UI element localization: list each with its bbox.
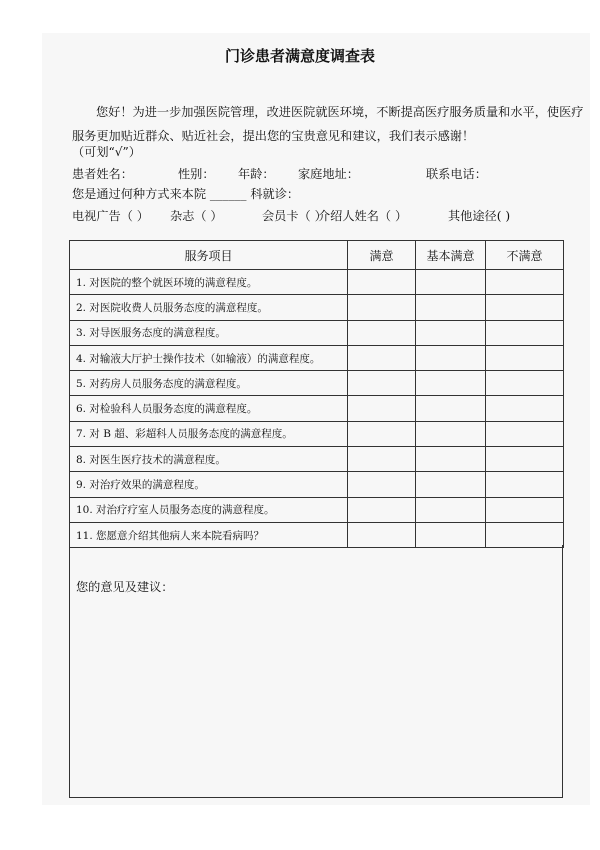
basically-satisfied-cell[interactable] (416, 472, 486, 497)
unsatisfied-cell[interactable] (486, 421, 564, 446)
unsatisfied-cell[interactable] (486, 320, 564, 345)
intro-paragraph: 您好！为进一步加强医院管理，改进医院就医环境，不断提高医疗服务质量和水平，使医疗服务更加贴近群众、贴近社会，提出您的宝贵意见和建议，我们表示感谢！ (72, 105, 584, 143)
satisfied-cell[interactable] (348, 371, 416, 396)
survey-table (69, 240, 564, 548)
table-row (70, 270, 564, 295)
table-row (70, 447, 564, 472)
question-cell: 5. 对药房人员服务态度的满意程度。 (70, 371, 348, 396)
basically-satisfied-cell[interactable] (416, 345, 486, 370)
basically-satisfied-cell[interactable] (416, 396, 486, 421)
table-row (70, 371, 564, 396)
unsatisfied-cell[interactable] (486, 396, 564, 421)
unsatisfied-cell[interactable] (486, 295, 564, 320)
address-label: 家庭地址： (298, 167, 359, 181)
satisfied-cell[interactable] (348, 396, 416, 421)
question-cell: 1. 对医院的整个就医环境的满意程度。 (70, 270, 348, 295)
channel-member-card[interactable]: 会员卡（ ） (262, 209, 327, 223)
satisfied-cell[interactable] (348, 295, 416, 320)
basically-satisfied-cell[interactable] (416, 270, 486, 295)
channel-referrer[interactable]: 介绍人姓名（ ） (318, 209, 408, 223)
satisfied-cell[interactable] (348, 522, 416, 547)
table-row (70, 295, 564, 320)
table-row (70, 421, 564, 446)
satisfied-cell[interactable] (348, 472, 416, 497)
header-unsatisfied: 不满意 (486, 241, 564, 270)
phone-label: 联系电话： (426, 167, 487, 181)
opinion-label: 您的意见及建议： (76, 580, 174, 594)
table-header-row (70, 241, 564, 270)
basically-satisfied-cell[interactable] (416, 320, 486, 345)
question-cell: 8. 对医生医疗技术的满意程度。 (70, 447, 348, 472)
basically-satisfied-cell[interactable] (416, 421, 486, 446)
satisfied-cell[interactable] (348, 345, 416, 370)
table-row (70, 345, 564, 370)
channel-other[interactable]: 其他途径( ) (448, 209, 511, 223)
question-cell: 3. 对导医服务态度的满意程度。 (70, 320, 348, 345)
question-cell: 4. 对输液大厅护士操作技术（如输液）的满意程度。 (70, 345, 348, 370)
table-row (70, 396, 564, 421)
satisfied-cell[interactable] (348, 421, 416, 446)
unsatisfied-cell[interactable] (486, 497, 564, 522)
header-satisfied: 满意 (348, 241, 416, 270)
table-row (70, 472, 564, 497)
satisfied-cell[interactable] (348, 447, 416, 472)
question-cell: 7. 对 B 超、彩超科人员服务态度的满意程度。 (70, 421, 348, 446)
table-row (70, 522, 564, 547)
question-cell: 11. 您愿意介绍其他病人来本院看病吗？ (70, 522, 348, 547)
question-cell: 9. 对治疗效果的满意程度。 (70, 472, 348, 497)
basically-satisfied-cell[interactable] (416, 371, 486, 396)
unsatisfied-cell[interactable] (486, 345, 564, 370)
satisfied-cell[interactable] (348, 497, 416, 522)
question-cell: 6. 对检验科人员服务态度的满意程度。 (70, 396, 348, 421)
form-title: 门诊患者满意度调查表 (224, 47, 375, 65)
header-basically-satisfied: 基本满意 (416, 241, 486, 270)
basically-satisfied-cell[interactable] (416, 497, 486, 522)
gender-label: 性别： (178, 167, 215, 181)
opinion-box[interactable] (69, 545, 563, 798)
question-cell: 2. 对医院收费人员服务态度的满意程度。 (70, 295, 348, 320)
unsatisfied-cell[interactable] (486, 522, 564, 547)
basically-satisfied-cell[interactable] (416, 447, 486, 472)
header-service-item: 服务项目 (70, 241, 348, 270)
visit-department-line: 您是通过何种方式来本院 ______ 科就诊： (72, 187, 300, 201)
tick-note: （可划“√”） (72, 145, 141, 159)
age-label: 年龄： (238, 167, 275, 181)
channel-magazine[interactable]: 杂志（ ） (170, 209, 223, 223)
unsatisfied-cell[interactable] (486, 371, 564, 396)
basically-satisfied-cell[interactable] (416, 295, 486, 320)
patient-name-label: 患者姓名： (72, 167, 133, 181)
satisfied-cell[interactable] (348, 270, 416, 295)
satisfied-cell[interactable] (348, 320, 416, 345)
channel-tv[interactable]: 电视广告（ ） (72, 209, 149, 223)
table-row (70, 497, 564, 522)
basically-satisfied-cell[interactable] (416, 522, 486, 547)
table-row (70, 320, 564, 345)
unsatisfied-cell[interactable] (486, 472, 564, 497)
unsatisfied-cell[interactable] (486, 447, 564, 472)
question-cell: 10. 对治疗疗室人员服务态度的满意程度。 (70, 497, 348, 522)
unsatisfied-cell[interactable] (486, 270, 564, 295)
